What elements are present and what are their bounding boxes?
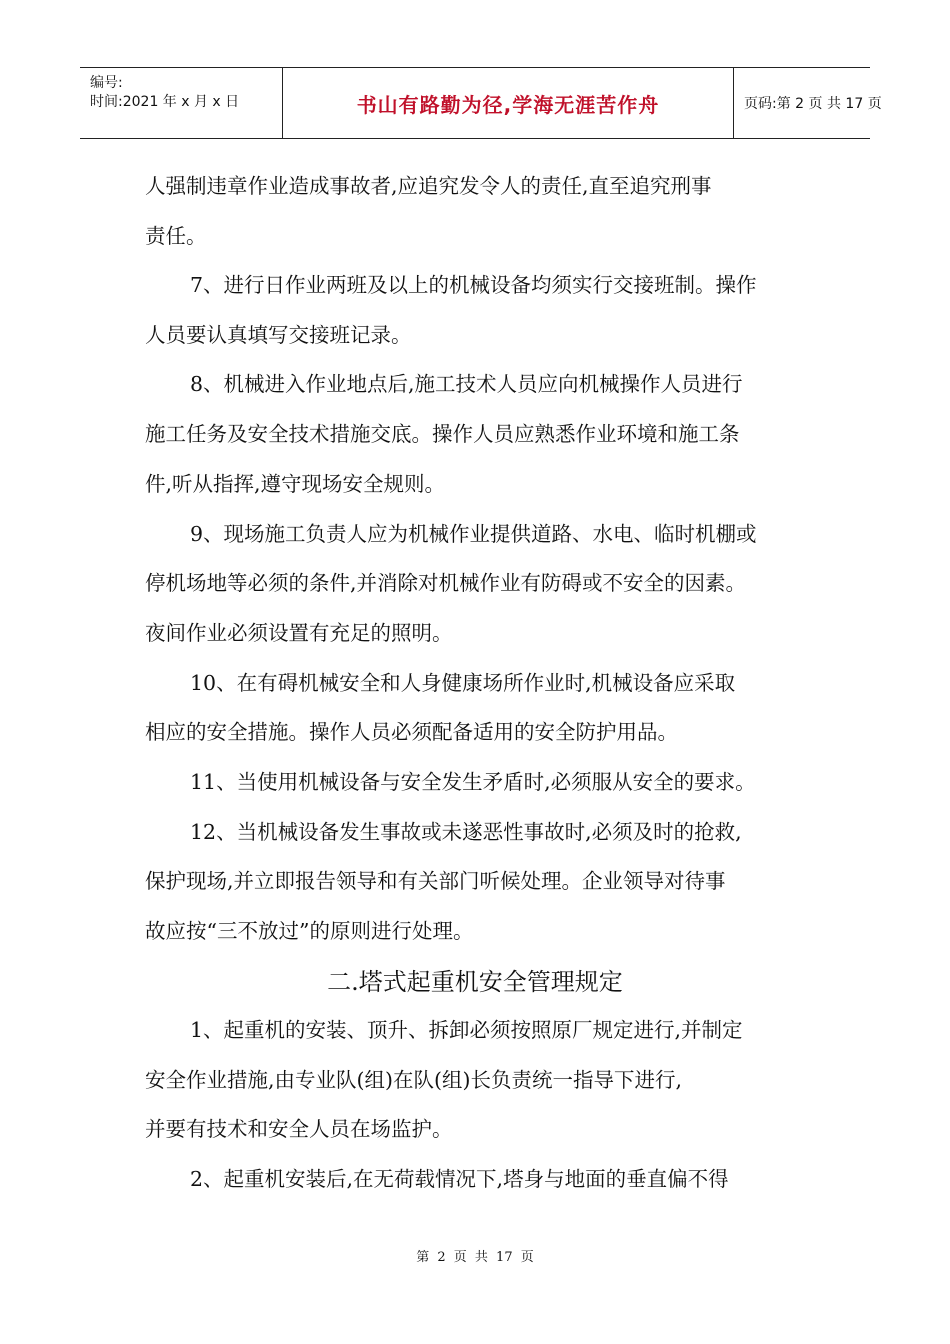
header-page-info: 页码:第 2 页 共 17 页 [744, 96, 882, 112]
text-line: 相应的安全措施。操作人员必须配备适用的安全防护用品。 [145, 720, 678, 744]
text-line: 施工任务及安全技术措施交底。操作人员应熟悉作业环境和施工条 [145, 422, 740, 446]
text-line: 并要有技术和安全人员在场监护。 [145, 1117, 453, 1141]
text-line: 12、当机械设备发生事故或未遂恶性事故时,必须及时的抢救, [190, 820, 742, 844]
text-line: 故应按“三不放过”的原则进行处理。 [145, 919, 474, 943]
header-motto-cell [282, 68, 734, 138]
motto-text: 书山有路勤为径,学海无涯苦作舟 [356, 92, 660, 117]
text-line: 9、现场施工负责人应为机械作业提供道路、水电、临时机棚或 [190, 522, 757, 546]
text-line: 夜间作业必须设置有充足的照明。 [145, 621, 453, 645]
number-label: 编号: [90, 75, 123, 91]
text-line: 10、在有碍机械安全和人身健康场所作业时,机械设备应采取 [190, 671, 736, 695]
document-header [80, 67, 882, 139]
time-label: 时间:2021 年 x 月 x 日 [90, 94, 240, 110]
text-line: 人员要认真填写交接班记录。 [145, 323, 412, 347]
text-line: 人强制违章作业造成事故者,应追究发令人的责任,直至追究刑事 [145, 174, 712, 198]
text-line: 7、进行日作业两班及以上的机械设备均须实行交接班制。操作 [190, 273, 757, 297]
text-line: 保护现场,并立即报告领导和有关部门听候处理。企业领导对待事 [145, 869, 726, 893]
header-meta [80, 68, 282, 138]
text-line: 1、起重机的安装、顶升、拆卸必须按照原厂规定进行,并制定 [190, 1018, 743, 1042]
text-line: 2、起重机安装后,在无荷载情况下,塔身与地面的垂直偏不得 [190, 1167, 729, 1191]
text-line: 责任。 [145, 224, 207, 248]
text-line: 8、机械进入作业地点后,施工技术人员应向机械操作人员进行 [190, 372, 743, 396]
page-footer: 第 2 页 共 17 页 [416, 1250, 534, 1265]
text-line: 安全作业措施,由专业队(组)在队(组)长负责统一指导下进行, [145, 1068, 683, 1092]
section-heading: 二.塔式起重机安全管理规定 [327, 968, 623, 996]
text-line: 件,听从指挥,遵守现场安全规则。 [145, 472, 446, 496]
text-line: 11、当使用机械设备与安全发生矛盾时,必须服从安全的要求。 [190, 770, 756, 794]
text-line: 停机场地等必须的条件,并消除对机械作业有防碍或不安全的因素。 [145, 571, 747, 595]
